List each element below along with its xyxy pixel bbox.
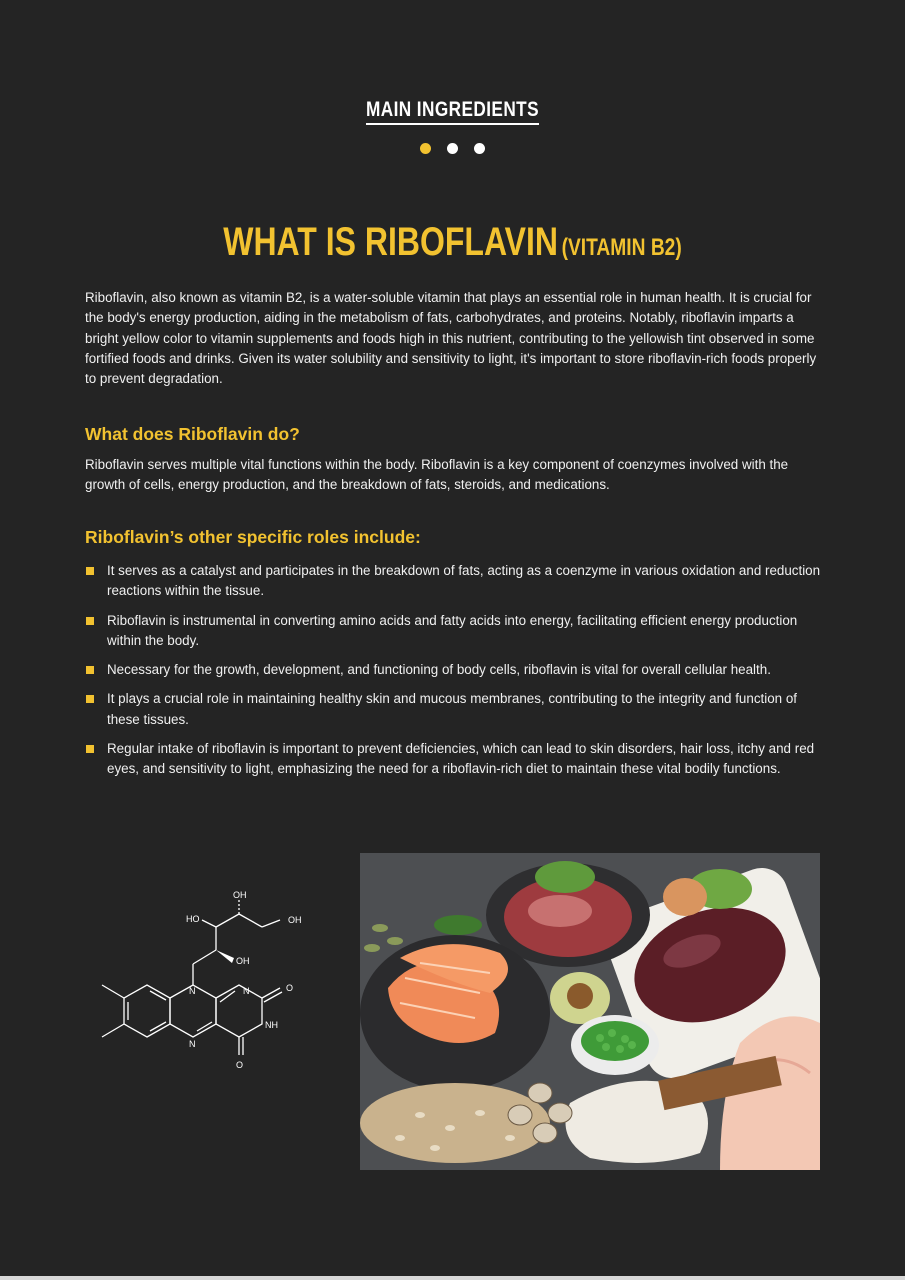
section-label: MAIN INGREDIENTS [81,98,823,122]
riboflavin-structure-diagram [90,890,330,1130]
list-item: It plays a crucial role in maintaining healthy skin and mucous membranes, contributing to the integrity and function of these tissues. [85,689,825,730]
atom-label: OH [233,890,247,900]
roles-list [85,561,825,789]
title-main: WHAT IS RIBOFLAVIN [223,220,559,264]
list-item: Riboflavin is instrumental in converting amino acids and fatty acids into energy, facilitating efficient energy production within the body. [85,611,825,652]
bottom-border [0,1276,905,1280]
atom-label: N [189,986,196,996]
atom-label: N [243,986,250,996]
what-does-paragraph: Riboflavin serves multiple vital functions within the body. Riboflavin is a key component of coenzymes involved with the growth of cells, energy production, and the breakdown of fats, steroids, and medications. [85,457,789,493]
pager-dot-active[interactable] [420,143,431,154]
atom-label: O [286,983,294,993]
square-bullet-icon [86,567,94,575]
pager-dots [0,141,905,159]
atom-label: OH [236,956,250,966]
what-does-heading: What does Riboflavin do? [85,424,300,444]
atom-label: OH [288,915,302,925]
riboflavin-foods-photo [360,853,820,1170]
atom-label: N [189,1039,196,1049]
benzene-ring [124,985,170,1037]
square-bullet-icon [86,695,94,703]
pager-dot[interactable] [447,143,458,154]
square-bullet-icon [86,617,94,625]
square-bullet-icon [86,666,94,674]
page-title [91,220,815,265]
intro-paragraph: Riboflavin, also known as vitamin B2, is a water-soluble vitamin that plays an essential role in human health. It is crucial for the body's energy production, aiding in the metabolism of fats, carbohydrates, and proteins. Notably, riboflavin imparts a bright yellow color to vitamin supplements and foods high in this nutrient, contributing to the yellowish tint observed in some fortified foods and drinks. Given its water solubility and sensitivity to light, it's important to store riboflavin-rich foods properly to prevent degradation. [85,290,817,387]
pager-dot[interactable] [474,143,485,154]
list-item: Regular intake of riboflavin is important to prevent deficiencies, which can lead to skin disorders, hair loss, itchy and red eyes, and sensitivity to light, emphasizing the need for a riboflavin-rich diet to maintain these vital bodily functions. [85,739,825,780]
title-sub: (VITAMIN B2) [561,234,682,261]
list-item: It serves as a catalyst and participates in the breakdown of fats, acting as a coenzyme in various oxidation and reduction reactions within the tissue. [85,561,825,602]
list-item: Necessary for the growth, development, and functioning of body cells, riboflavin is vital for overall cellular health. [85,660,825,680]
square-bullet-icon [86,745,94,753]
roles-heading: Riboflavin’s other specific roles include: [85,527,421,547]
atom-label: HO [186,914,200,924]
atom-label: O [236,1060,244,1070]
atom-label: NH [265,1020,278,1030]
